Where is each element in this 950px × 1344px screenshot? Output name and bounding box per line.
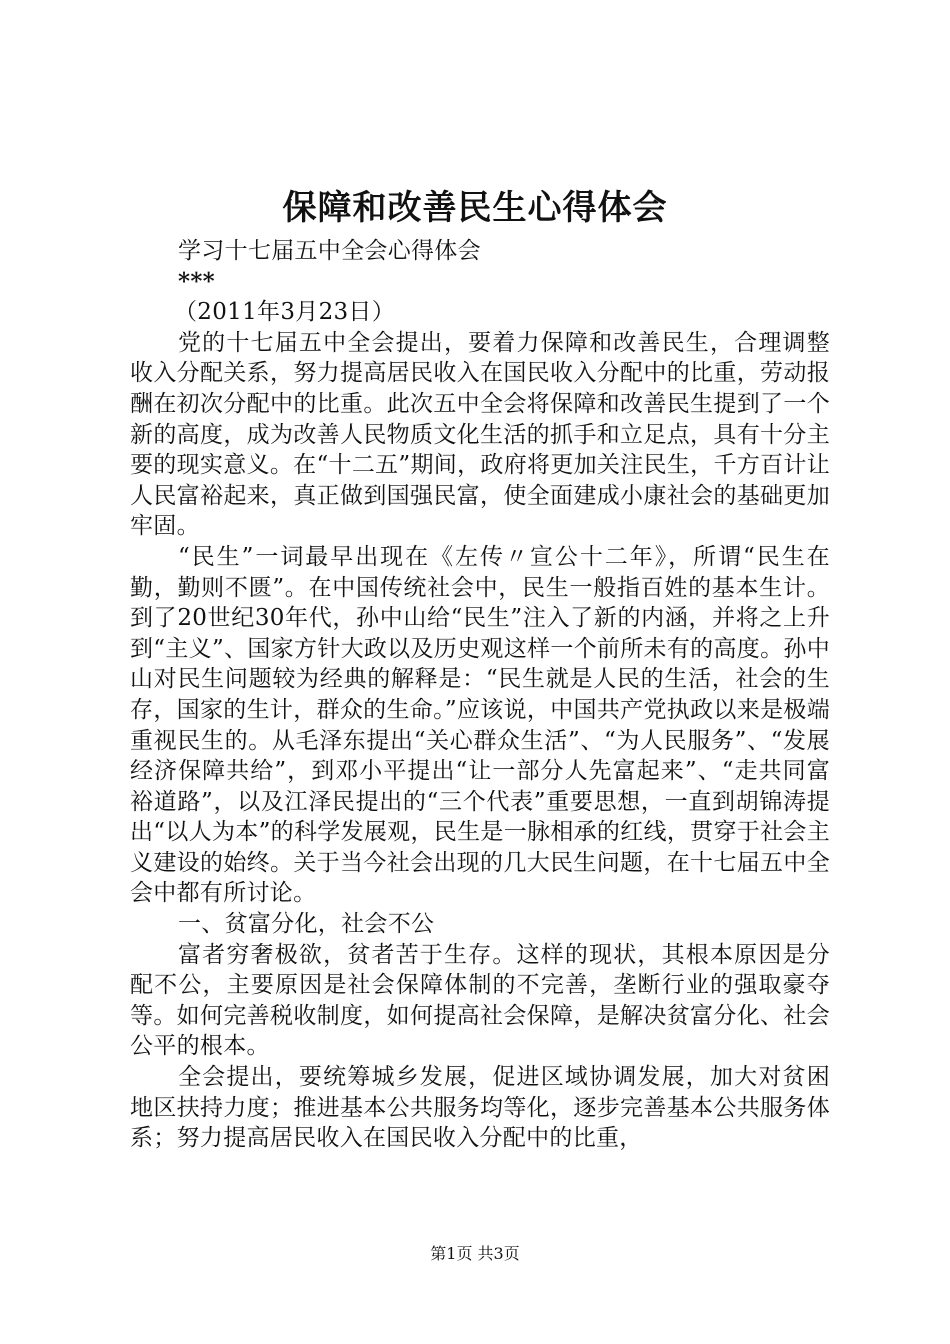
- paragraph: 富者穷奢极欲，贫者苦于生存。这样的现状，其根本原因是分配不公，主要原因是社会保障体制的不完善，垄断行业的强取豪夺等。如何完善税收制度，如何提高社会保障，是解决贫富分化、社会公平的根本。: [130, 941, 830, 1060]
- document-date: （2011年3月23日）: [174, 299, 396, 326]
- paragraph: 党的十七届五中全会提出，要着力保障和改善民生，合理调整收入分配关系，努力提高居民收入在国民收入分配中的比重，劳动报酬在初次分配中的比重。此次五中全会将保障和改善民生提到了一个新的高度，成为改善人民物质文化生活的抓手和立足点，具有十分主要的现实意义。在“十二五”期间，政府将更加关注民生，千方百计让人民富裕起来，真正做到国强民富，使全面建成小康社会的基础更加牢固。: [130, 329, 830, 540]
- section-heading: 一、贫富分化，社会不公: [178, 911, 435, 938]
- document-title: 保障和改善民生心得体会: [282, 188, 668, 228]
- document-subtitle: 学习十七届五中全会心得体会: [178, 238, 481, 264]
- paragraph: 全会提出，要统筹城乡发展，促进区域协调发展，加大对贫困地区扶持力度；推进基本公共服务均等化，逐步完善基本公共服务体系；努力提高居民收入在国民收入分配中的比重，: [130, 1064, 830, 1152]
- page-footer: 第1页 共3页: [430, 1244, 520, 1263]
- document-body: [130, 236, 830, 1154]
- document-author: ***: [178, 267, 215, 295]
- paragraph: “民生”一词最早出现在《左传〃宣公十二年》，所谓“民生在勤，勤则不匮”。在中国传统社会中，民生一般指百姓的基本生计。到了20世纪30年代，孙中山给“民生”注入了新的内涵，并将之上升到“主义”、国家方针大政以及历史观这样一个前所未有的高度。孙中山对民生问题较为经典的解释是：“民生就是人民的生活，社会的生存，国家的生计，群众的生命。”应该说，中国共产党执政以来是极端重视民生的。从毛泽东提出“关心群众生活”、“为人民服务”、“发展经济保障共给”，到邓小平提出“让一部分人先富起来”、“走共同富裕道路”，以及江泽民提出的“三个代表”重要思想，一直到胡锦涛提出“以人为本”的科学发展观，民生是一脉相承的红线，贯穿于社会主义建设的始终。关于当今社会出现的几大民生问题，在十七届五中全会中都有所讨论。: [130, 543, 830, 907]
